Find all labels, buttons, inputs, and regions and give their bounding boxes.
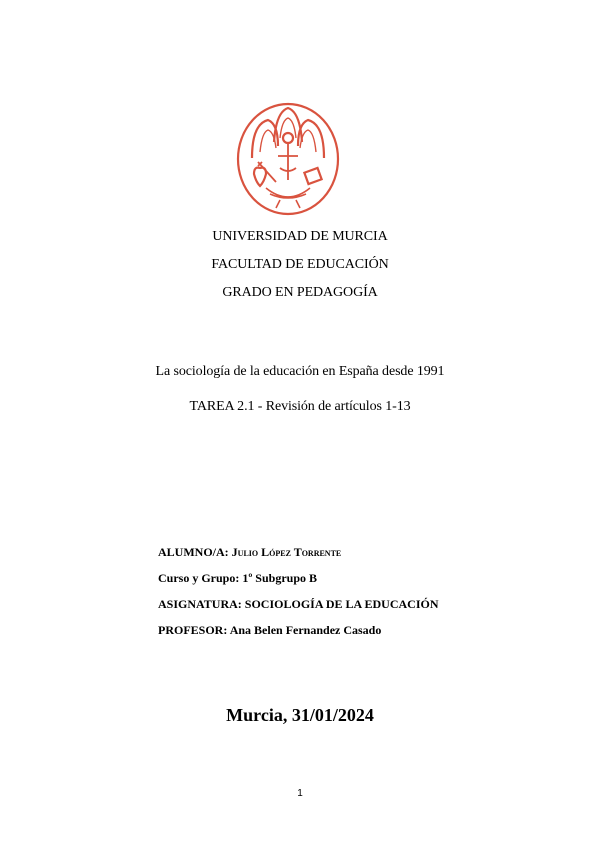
teacher-line (158, 623, 381, 638)
student-label: ALUMNO/A: (158, 545, 229, 559)
teacher-label: PROFESOR: (158, 623, 228, 637)
group-value: 1º Subgrupo B (242, 571, 318, 585)
faculty-name: FACULTAD DE EDUCACIÓN (211, 257, 389, 272)
degree-name: GRADO EN PEDAGOGÍA (222, 285, 378, 300)
student-value: Julio López Torrente (231, 545, 342, 559)
subject-label: ASIGNATURA: (158, 597, 242, 611)
teacher-value: Ana Belen Fernandez Casado (229, 623, 382, 637)
document-title: La sociología de la educación en España desde 1991 (155, 364, 445, 379)
task-title: TAREA 2.1 - Revisión de artículos 1-13 (189, 399, 411, 414)
group-label: Curso y Grupo: (158, 571, 240, 585)
place-date: Murcia, 31/01/2024 (226, 705, 374, 725)
university-seal-icon (236, 102, 340, 216)
student-line (158, 545, 341, 560)
university-name: UNIVERSIDAD DE MURCIA (212, 229, 388, 244)
group-line (158, 571, 317, 586)
subject-value: SOCIOLOGÍA DE LA EDUCACIÓN (244, 597, 439, 611)
page-number: 1 (297, 788, 303, 799)
subject-line (158, 597, 439, 612)
